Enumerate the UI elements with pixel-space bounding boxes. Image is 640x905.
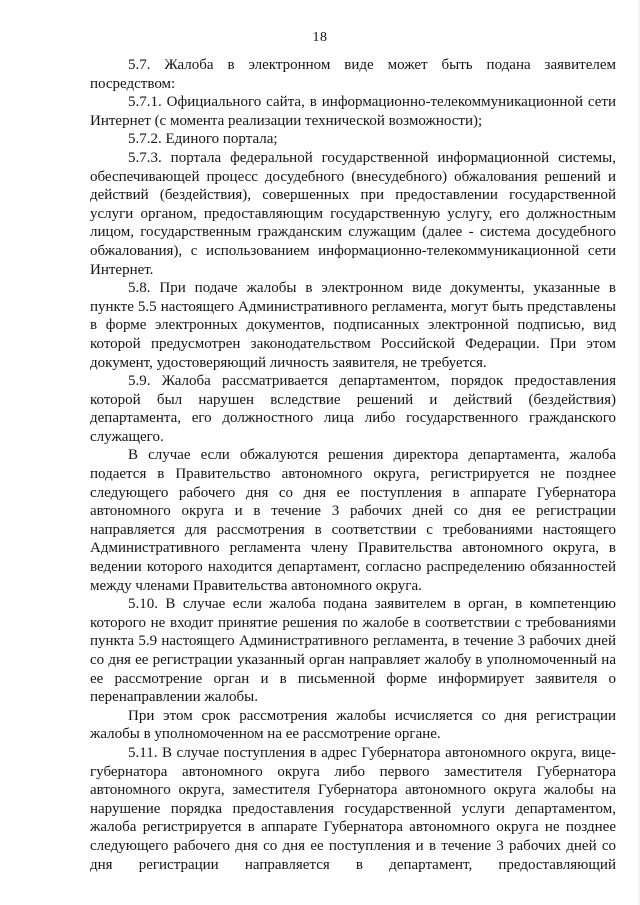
- paragraph-5-9-director-complaint: В случае если обжалуются решения директора департамента, жалоба подается в Правительство автономного округа, регистрируется не позднее следующего рабочего дня со дня ее поступления в аппарате Губернатора автономного округа и в течение 3 рабочих дней со дня ее регистрации направляется для рассмотрения в соответствии с требованиями настоящего Административного регламента члену Правительства автономного округа, в ведении которого находится департамент, согласно распределению обязанностей между членами Правительства автономного округа.: [90, 447, 616, 594]
- paragraph-5-7-3: 5.7.3. портала федеральной государственной информационной системы, обеспечивающей процесс досудебного (внесудебного) обжалования решений и действий (бездействия), совершенных при предоставлении государственной услуги органом, предоставляющим государственную услугу, его должностным лицом, государственным гражданским служащим (далее - система досудебного обжалования), с использованием информационно-телекоммуникационной сети Интернет.: [90, 149, 616, 278]
- paragraph-5-10: 5.10. В случае если жалоба подана заявителем в орган, в компетенцию которого не входит принятие решения по жалобе в соответствии с требованиями пункта 5.9 настоящего Административного регламента, в течение 3 рабочих дней со дня ее регистрации указанный орган направляет жалобу в уполномоченный на ее рассмотрение орган и в письменной форме информирует заявителя о перенаправлении жалобы.: [90, 596, 616, 706]
- paragraph-5-7-2: 5.7.2. Единого портала;: [128, 131, 278, 148]
- paragraph-5-11: 5.11. В случае поступления в адрес Губернатора автономного округа, вице-губернатора автономного округа либо первого заместителя Губернатора автономного округа, заместителя Губернатора автономного округа жалобы на нарушение порядка предоставления государственной услуги департаментом, жалоба регистрируется в аппарате Губернатора автономного округа не позднее следующего рабочего дня со дня ее поступления и в течение 3 рабочих дней со дня регистрации направляется в департамент, предоставляющий: [90, 744, 616, 873]
- paragraph-5-9: 5.9. Жалоба рассматривается департаментом, порядок предоставления которой был нарушен вследствие решений и действий (бездействия) департамента, его должностного лица либо государственного гражданского служащего.: [90, 373, 616, 445]
- page-number: 18: [312, 30, 328, 45]
- paragraph-5-8: 5.8. При подаче жалобы в электронном виде документы, указанные в пункте 5.5 настоящего Административного регламента, могут быть представлены в форме электронных документов, подписанных электронной подписью, вид которой предусмотрен законодательством Российской Федерации. При этом документ, удостоверяющий личность заявителя, не требуется.: [90, 280, 616, 371]
- paragraph-5-7-1: 5.7.1. Официального сайта, в информационно-телекоммуникационной сети Интернет (с момента реализации технической возможности);: [90, 94, 616, 129]
- paragraph-5-7: 5.7. Жалоба в электронном виде может быть подана заявителем посредством:: [90, 57, 616, 92]
- document-body: [90, 56, 616, 874]
- paragraph-5-10-term: При этом срок рассмотрения жалобы исчисляется со дня регистрации жалобы в уполномоченном на ее рассмотрение органе.: [90, 707, 616, 743]
